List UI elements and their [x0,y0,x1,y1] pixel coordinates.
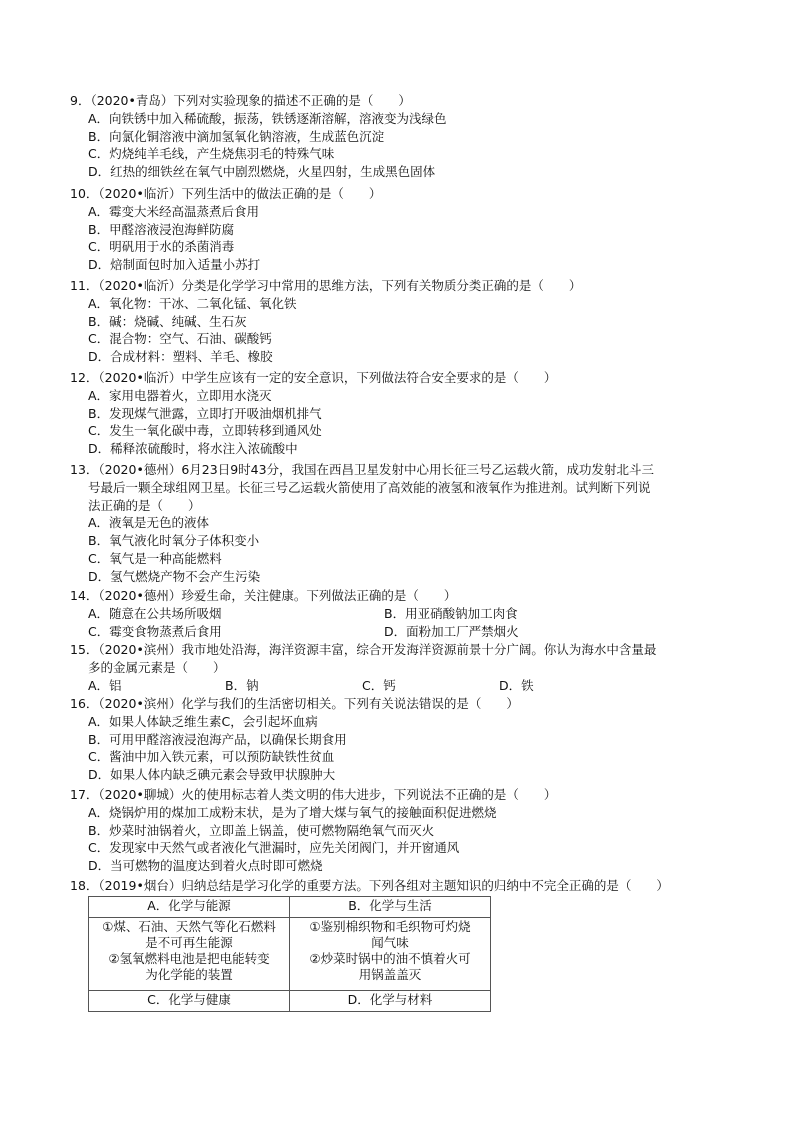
question-17 [70,786,730,875]
cell-line: ②炒菜时锅中的油不慎着火可 [309,951,471,966]
table-row [89,897,491,918]
question-stem-cont: 号最后一颗全球组网卫星。长征三号乙运载火箭使用了高效能的液氢和液氧作为推进剂。试判断下列说 [88,479,651,495]
option-d: D．稀释浓硫酸时，将水注入浓硫酸中 [88,441,298,457]
option-c: C．氧气是一种高能燃料 [88,550,222,566]
question-stem: 12．（2020•临沂）中学生应该有一定的安全意识，下列做法符合安全要求的是（ ） [70,370,557,385]
option-b: B．炒菜时油锅着火，立即盖上锅盖，使可燃物隔绝氧气而灭火 [88,822,435,838]
question-stem-cont: 多的金属元素是（ ） [88,659,226,675]
question-stem: 17．（2020•聊城）火的使用标志着人类文明的伟大进步，下列说法不正确的是（ ） [70,787,557,802]
question-stem: 16．（2020•滨州）化学与我们的生活密切相关。下列有关说法错误的是（ ） [70,696,519,711]
question-11 [70,277,730,366]
option-b: B．用亚硝酸钠加工肉食 [384,605,518,621]
option-b: B．向氯化铜溶液中滴加氢氧化钠溶液，生成蓝色沉淀 [88,128,385,144]
question-stem: 15．（2020•滨州）我市地处沿海，海洋资源丰富，综合开发海洋资源前景十分广阔。你认为海水中含量最 [70,642,657,657]
question-stem: 18．（2019•烟台）归纳总结是学习化学的重要方法。下列各组对主题知识的归纳中不完全正确的是（ ） [70,878,669,893]
cell-line: ①煤、石油、天然气等化石燃料 [102,919,276,934]
cell-line: 用锅盖盖灭 [358,967,422,982]
option-a: A．向铁锈中加入稀硫酸，振荡，铁锈逐渐溶解，溶液变为浅绿色 [88,110,447,126]
table-row [89,991,491,1012]
question-stem: 10．（2020•临沂）下列生活中的做法正确的是（ ） [70,186,382,201]
option-a: A．家用电器着火，立即用水浇灭 [88,387,272,403]
knowledge-table [88,896,491,1012]
option-b: B．碱：烧碱、纯碱、生石灰 [88,313,247,329]
option-d: D．氢气燃烧产物不会产生污染 [88,568,261,584]
option-c: C．霉变食物蒸煮后食用 [88,623,222,639]
option-row [70,605,730,623]
option-b: B．钠 [225,677,259,693]
option-c: C．明矾用于水的杀菌消毒 [88,239,235,255]
cell-line: 是不可再生能源 [145,935,233,950]
table-cell-b [290,918,491,991]
option-b: B．可用甲醛溶液浸泡海产品，以确保长期食用 [88,731,347,747]
question-14 [70,587,730,640]
option-a: A．铝 [88,677,122,693]
question-13 [70,461,730,586]
question-stem: 13．（2020•德州）6月23日9时43分，我国在西昌卫星发射中心用长征三号乙运载火箭，成功发射北斗三 [70,462,655,477]
option-d: D．合成材料：塑料、羊毛、橡胶 [88,349,273,365]
option-c: C．发生一氧化碳中毒，立即转移到通风处 [88,423,322,439]
option-a: A．烧锅炉用的煤加工成粉末状，是为了增大煤与氧气的接触面积促进燃烧 [88,804,497,820]
option-a: A．随意在公共场所吸烟 [88,605,222,621]
option-b: B．氧气液化时氧分子体积变小 [88,533,260,549]
option-d: D．铁 [499,677,534,693]
option-b: B．发现煤气泄露，立即打开吸油烟机排气 [88,405,322,421]
cell-line: ②氢氧燃料电池是把电能转变 [108,951,270,966]
question-10 [70,185,730,274]
option-c: C．酱油中加入铁元素，可以预防缺铁性贫血 [88,749,335,765]
question-12 [70,369,730,458]
option-d: D．当可燃物的温度达到着火点时即可燃烧 [88,858,323,874]
option-b: B．甲醛溶液浸泡海鲜防腐 [88,221,235,237]
option-a: A．液氧是无色的液体 [88,515,210,531]
cell-line: ①鉴别棉织物和毛织物可灼烧 [309,919,471,934]
table-row [89,918,491,991]
cell-line: 闻气味 [371,935,409,950]
table-header-a: A．化学与能源 [89,897,290,918]
question-stem: 11．（2020•临沂）分类是化学学习中常用的思维方法，下列有关物质分类正确的是（ ） [70,278,582,293]
question-stem: 14．（2020•德州）珍爱生命，关注健康。下列做法正确的是（ ） [70,588,457,603]
option-a: A．氧化物：干冰、二氧化锰、氧化铁 [88,295,297,311]
option-row [70,677,730,695]
question-18 [70,877,730,895]
option-c: C．混合物：空气、石油、碳酸钙 [88,331,272,347]
option-c: C．钙 [362,677,396,693]
option-a: A．如果人体缺乏维生素C，会引起坏血病 [88,713,318,729]
option-c: C．发现家中天然气或者液化气泄漏时，应先关闭阀门，并开窗通风 [88,840,460,856]
question-15 [70,641,730,694]
table-cell-a [89,918,290,991]
table-header-c: C．化学与健康 [89,991,290,1012]
question-stem: 9．（2020•青岛）下列对实验现象的描述不正确的是（ ） [70,93,411,108]
option-a: A．霉变大米经高温蒸煮后食用 [88,203,260,219]
option-d: D．面粉加工厂严禁烟火 [384,623,519,639]
question-stem-cont: 法正确的是（ ） [88,497,201,513]
option-d: D．如果人体内缺乏碘元素会导致甲状腺肿大 [88,767,336,783]
question-16 [70,695,730,784]
table-header-d: D．化学与材料 [290,991,491,1012]
question-9 [70,92,730,181]
table-header-b: B．化学与生活 [290,897,491,918]
option-row [70,623,730,641]
option-d: D．焙制面包时加入适量小苏打 [88,257,261,273]
cell-line: 为化学能的装置 [145,967,233,982]
option-d: D．红热的细铁丝在氧气中剧烈燃烧，火星四射，生成黑色固体 [88,164,436,180]
option-c: C．灼烧纯羊毛线，产生烧焦羽毛的特殊气味 [88,146,335,162]
